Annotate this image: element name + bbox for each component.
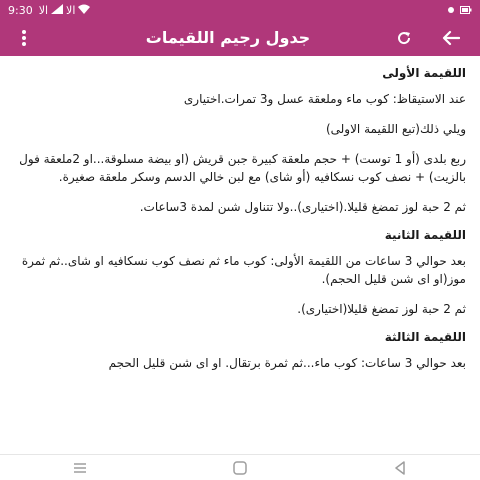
section-title: اللقيمة الثانية (384, 228, 466, 242)
paragraph: ربع بلدى (أو 1 توست) + حجم ملعقة كبيرة جبن قريش (او بيضة مسلوقة...او 2ملعقة فول بالزيت) + نصف كوب نسكافيه (أو شاى) مع لبن خالي الدسم وسكر ملعقة صغيرة. (19, 152, 466, 184)
section-second-bite (14, 228, 466, 318)
vertical-dots-icon (21, 29, 27, 47)
overflow-menu-button[interactable] (6, 20, 42, 56)
refresh-button[interactable] (386, 20, 422, 56)
section-third-bite (14, 330, 466, 372)
section-first-bite (14, 66, 466, 216)
paragraph: عند الاستيقاظ: كوب ماء وملعقة عسل و3 تمرات.اختيارى (183, 92, 466, 106)
section-title: اللقيمة الثالثة (384, 330, 466, 344)
arrow-back-icon (442, 30, 460, 46)
wifi-icon (78, 4, 90, 14)
status-right (448, 5, 472, 15)
paragraph: ثم 2 حبة لوز تمضغ قليلا.(اختيارى)..ولا تتناول شىن لمدة 3ساعات. (139, 200, 466, 214)
signal-icon (51, 4, 63, 14)
page-title: جدول رجيم اللقيمات (145, 28, 311, 47)
battery-icon (460, 5, 472, 15)
home-icon (233, 461, 247, 475)
nav-home-button[interactable] (220, 457, 260, 479)
refresh-icon (396, 30, 412, 46)
nav-back-button[interactable] (380, 457, 420, 479)
paragraph: ثم 2 حبة لوز تمضغ قليلا(اختيارى). (297, 302, 466, 316)
section-title: اللقيمة الأولى (382, 66, 466, 80)
system-nav-bar (0, 454, 480, 480)
article-content (0, 56, 480, 454)
app-bar (0, 20, 480, 56)
network-label-2: الا (66, 3, 76, 17)
recent-apps-icon (73, 462, 87, 474)
back-triangle-icon (394, 461, 406, 475)
network-label: الا (38, 3, 49, 17)
paragraph: ويلي ذلك(تبع اللقيمة الاولى) (325, 122, 466, 136)
notification-dot (448, 7, 454, 13)
nav-recent-button[interactable] (60, 457, 100, 479)
paragraph: بعد حوالي 3 ساعات: كوب ماء...ثم ثمرة برتقال. او اى شىن قليل الحجم (108, 356, 466, 370)
status-network (39, 4, 91, 17)
status-left (8, 4, 90, 17)
back-button[interactable] (422, 20, 480, 56)
status-time: 9:30 (8, 3, 33, 17)
status-bar (0, 0, 480, 20)
paragraph: بعد حوالي 3 ساعات من اللقيمة الأولى: كوب ماء ثم نصف كوب نسكافيه او شاى..ثم ثمرة موز(او اى شىن قليل الحجم). (21, 254, 466, 286)
